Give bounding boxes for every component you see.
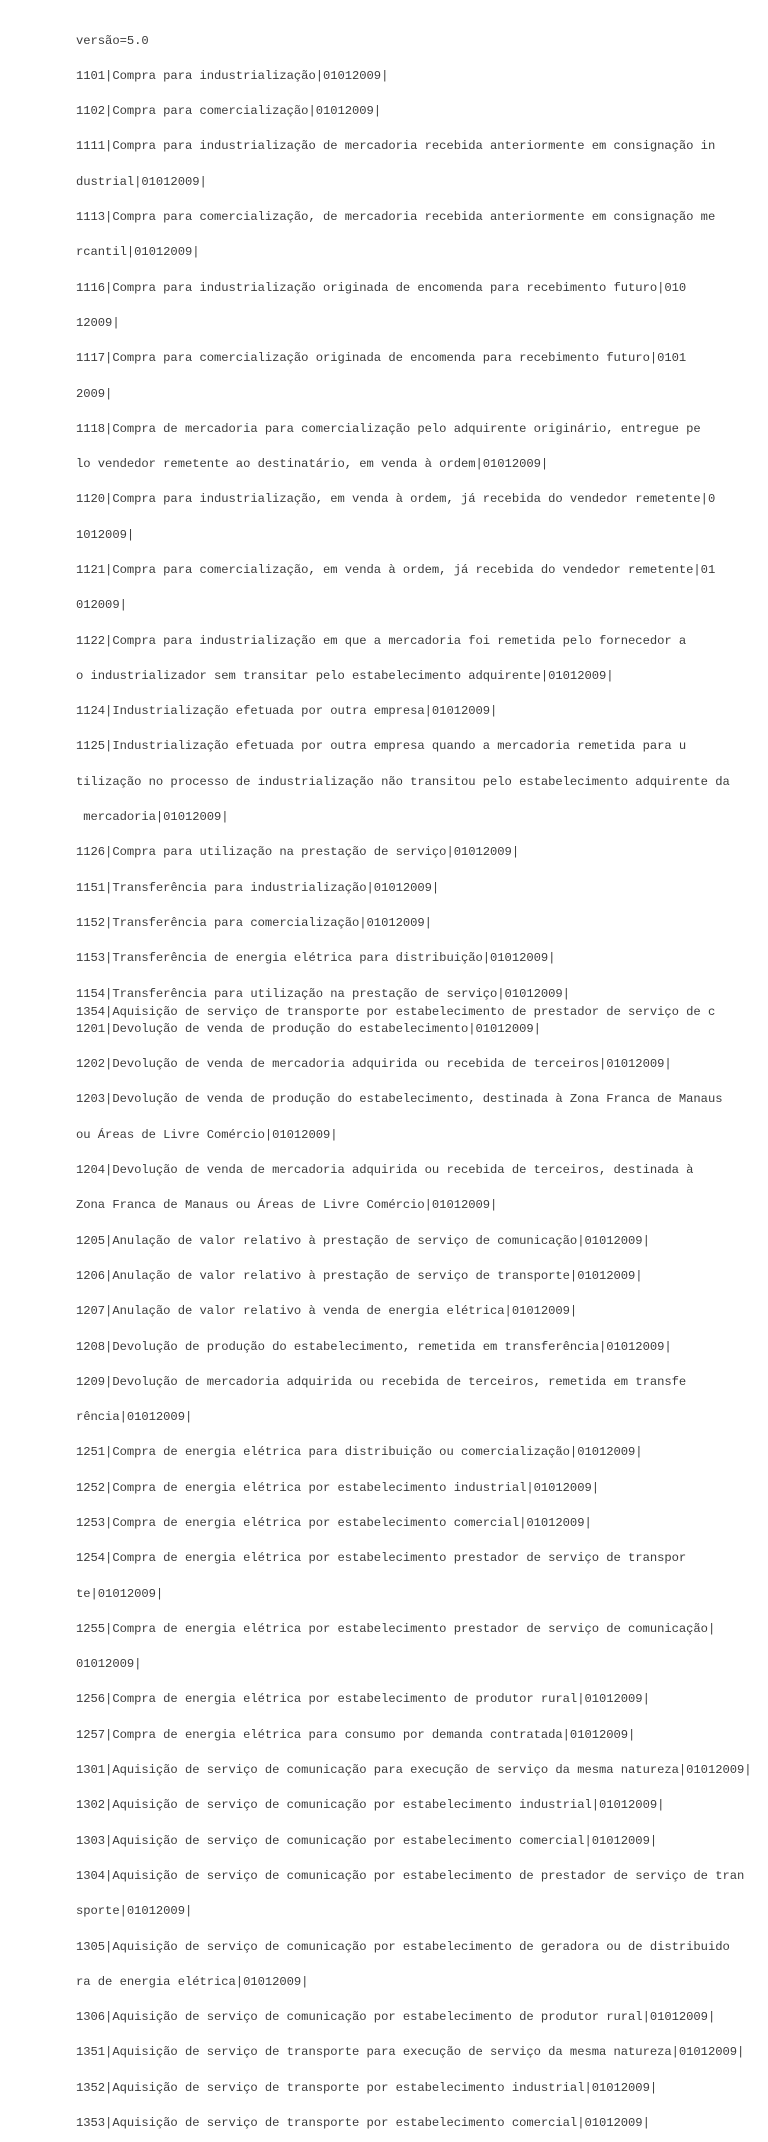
text-line: 1254|Compra de energia elétrica por estabelecimento prestador de serviço de transpor [76, 1551, 687, 1566]
text-line: 1201|Devolução de venda de produção do estabelecimento|01012009| [76, 1021, 541, 1036]
text-line: 1202|Devolução de venda de mercadoria adquirida ou recebida de terceiros|01012009| [76, 1057, 672, 1072]
text-line: ou Áreas de Livre Comércio|01012009| [76, 1127, 338, 1142]
text-line: 1124|Industrialização efetuada por outra empresa|01012009| [76, 704, 498, 719]
page-bottom-line: 1354|Aquisição de serviço de transporte por estabelecimento de prestador de serviço de c [76, 1005, 716, 1019]
text-line: 1151|Transferência para industrialização|01012009| [76, 880, 440, 895]
text-line: rência|01012009| [76, 1410, 193, 1425]
text-line: 2009| [76, 386, 113, 401]
text-line: rcantil|01012009| [76, 245, 200, 260]
text-line: 1209|Devolução de mercadoria adquirida ou recebida de terceiros, remetida em transfe [76, 1374, 687, 1389]
text-line: 1253|Compra de energia elétrica por estabelecimento comercial|01012009| [76, 1516, 592, 1530]
text-line: 1206|Anulação de valor relativo à prestação de serviço de transporte|01012009| [76, 1268, 643, 1283]
text-line: 1207|Anulação de valor relativo à venda de energia elétrica|01012009| [76, 1304, 578, 1319]
text-line: 1117|Compra para comercialização originada de encomenda para recebimento futuro|0101 [76, 351, 687, 366]
text-line: 1351|Aquisição de serviço de transporte para execução de serviço da mesma natureza|01012009| [76, 2045, 745, 2060]
text-line: sporte|01012009| [76, 1904, 193, 1919]
text-line: 1154|Transferência para utilização na prestação de serviço|01012009| [76, 986, 570, 1001]
text-line: 01012009| [76, 1657, 142, 1672]
text-line: 1301|Aquisição de serviço de comunicação para execução de serviço da mesma natureza|01012009| [76, 1763, 752, 1778]
text-line: 1153|Transferência de energia elétrica para distribuição|01012009| [76, 951, 556, 966]
text-line: mercadoria|01012009| [76, 810, 229, 825]
text-line: 1125|Industrialização efetuada por outra empresa quando a mercadoria remetida para u [76, 739, 687, 754]
text-line: 1116|Compra para industrialização originada de encomenda para recebimento futuro|010 [76, 280, 687, 295]
text-line: 1305|Aquisição de serviço de comunicação por estabelecimento de geradora ou de distribuido [76, 1939, 730, 1954]
text-line: 1251|Compra de energia elétrica para distribuição ou comercialização|01012009| [76, 1445, 643, 1460]
text-line: 1205|Anulação de valor relativo à prestação de serviço de comunicação|01012009| [76, 1233, 650, 1248]
text-line: 1256|Compra de energia elétrica por estabelecimento de produtor rural|01012009| [76, 1692, 650, 1707]
text-line: 1152|Transferência para comercialização|01012009| [76, 915, 432, 930]
text-line: 1126|Compra para utilização na prestação de serviço|01012009| [76, 845, 520, 860]
text-line: 1102|Compra para comercialização|01012009| [76, 104, 382, 119]
text-line: 1302|Aquisição de serviço de comunicação por estabelecimento industrial|01012009| [76, 1798, 665, 1813]
text-line: ra de energia elétrica|01012009| [76, 1974, 309, 1989]
document-text [76, 12, 766, 2142]
text-line: 12009| [76, 315, 120, 330]
text-line: 1257|Compra de energia elétrica para consumo por demanda contratada|01012009| [76, 1727, 636, 1742]
text-line: 1352|Aquisição de serviço de transporte por estabelecimento industrial|01012009| [76, 2080, 658, 2095]
text-line: 1122|Compra para industrialização em que a mercadoria foi remetida pelo fornecedor a [76, 633, 687, 648]
text-line: 1113|Compra para comercialização, de mercadoria recebida anteriormente em consignação me [76, 210, 716, 225]
text-line: 1252|Compra de energia elétrica por estabelecimento industrial|01012009| [76, 1480, 599, 1495]
text-line: 1304|Aquisição de serviço de comunicação por estabelecimento de prestador de serviço de tran [76, 1868, 745, 1883]
text-line: versão=5.0 [76, 33, 149, 48]
text-line: lo vendedor remetente ao destinatário, em venda à ordem|01012009| [76, 457, 549, 472]
text-line: 1118|Compra de mercadoria para comercialização pelo adquirente originário, entregue pe [76, 421, 701, 436]
text-line: Zona Franca de Manaus ou Áreas de Livre Comércio|01012009| [76, 1198, 498, 1213]
text-line: o industrializador sem transitar pelo estabelecimento adquirente|01012009| [76, 668, 614, 683]
text-line: 1101|Compra para industrialização|01012009| [76, 68, 389, 83]
text-line: 012009| [76, 598, 127, 613]
text-line: 1303|Aquisição de serviço de comunicação por estabelecimento comercial|01012009| [76, 1833, 658, 1848]
text-line: 1208|Devolução de produção do estabelecimento, remetida em transferência|01012009| [76, 1339, 672, 1354]
text-line: 1353|Aquisição de serviço de transporte por estabelecimento comercial|01012009| [76, 2116, 650, 2131]
text-line: 1203|Devolução de venda de produção do estabelecimento, destinada à Zona Franca de Manaus [76, 1092, 723, 1107]
text-line: 1255|Compra de energia elétrica por estabelecimento prestador de serviço de comunicação| [76, 1621, 716, 1636]
text-line: 1012009| [76, 527, 135, 542]
text-line: te|01012009| [76, 1586, 164, 1601]
text-line: 1204|Devolução de venda de mercadoria adquirida ou recebida de terceiros, destinada à [76, 1163, 694, 1178]
text-line: 1111|Compra para industrialização de mercadoria recebida anteriormente em consignação in [76, 139, 716, 154]
text-line: 1306|Aquisição de serviço de comunicação por estabelecimento de produtor rural|01012009| [76, 2010, 716, 2025]
text-line: dustrial|01012009| [76, 174, 207, 189]
text-line: 1121|Compra para comercialização, em venda à ordem, já recebida do vendedor remetente|01 [76, 562, 716, 577]
text-line: tilização no processo de industrialização não transitou pelo estabelecimento adquirente da [76, 774, 730, 789]
text-line: 1120|Compra para industrialização, em venda à ordem, já recebida do vendedor remetente|0 [76, 492, 716, 507]
